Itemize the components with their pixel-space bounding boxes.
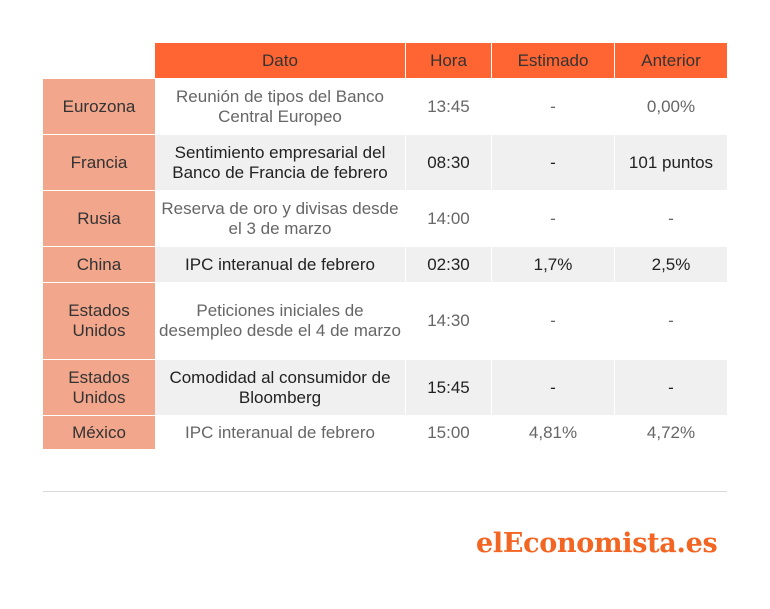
row-estimado: 1,7% <box>492 246 615 282</box>
row-anterior: - <box>615 190 727 246</box>
row-hora: 15:45 <box>406 359 492 415</box>
row-estimado: - <box>492 134 615 190</box>
table-row <box>43 415 727 449</box>
row-hora: 13:45 <box>406 78 492 134</box>
table-row <box>43 78 727 134</box>
row-dato: Peticiones iniciales de desempleo desde el 4 de marzo <box>155 282 406 359</box>
row-country: Eurozona <box>43 78 155 134</box>
header-corner <box>43 43 155 78</box>
row-anterior: 101 puntos <box>615 134 727 190</box>
data-table-container <box>43 43 727 449</box>
header-anterior: Anterior <box>615 43 727 78</box>
row-estimado: 4,81% <box>492 415 615 449</box>
row-anterior: - <box>615 282 727 359</box>
row-country: Estados Unidos <box>43 359 155 415</box>
row-estimado: - <box>492 282 615 359</box>
table-row <box>43 359 727 415</box>
row-estimado: - <box>492 190 615 246</box>
row-anterior: 4,72% <box>615 415 727 449</box>
row-dato: Sentimiento empresarial del Banco de Francia de febrero <box>155 134 406 190</box>
row-dato: IPC interanual de febrero <box>155 415 406 449</box>
row-anterior: 2,5% <box>615 246 727 282</box>
row-country: China <box>43 246 155 282</box>
row-hora: 14:30 <box>406 282 492 359</box>
table-row <box>43 190 727 246</box>
row-hora: 15:00 <box>406 415 492 449</box>
table-row <box>43 282 727 359</box>
row-dato: Reunión de tipos del Banco Central Europeo <box>155 78 406 134</box>
row-country: Francia <box>43 134 155 190</box>
row-anterior: - <box>615 359 727 415</box>
row-hora: 08:30 <box>406 134 492 190</box>
economic-calendar-table <box>43 43 727 449</box>
row-country: México <box>43 415 155 449</box>
row-dato: IPC interanual de febrero <box>155 246 406 282</box>
header-dato: Dato <box>155 43 406 78</box>
eleconomista-logo[interactable]: elEconomista.es <box>476 528 718 559</box>
header-hora: Hora <box>406 43 492 78</box>
table-row <box>43 134 727 190</box>
table-header-row <box>43 43 727 78</box>
row-dato: Reserva de oro y divisas desde el 3 de marzo <box>155 190 406 246</box>
row-estimado: - <box>492 359 615 415</box>
row-country: Estados Unidos <box>43 282 155 359</box>
row-country: Rusia <box>43 190 155 246</box>
header-estimado: Estimado <box>492 43 615 78</box>
row-hora: 02:30 <box>406 246 492 282</box>
row-estimado: - <box>492 78 615 134</box>
row-hora: 14:00 <box>406 190 492 246</box>
table-row <box>43 246 727 282</box>
row-anterior: 0,00% <box>615 78 727 134</box>
footer-divider <box>43 491 727 492</box>
row-dato: Comodidad al consumidor de Bloomberg <box>155 359 406 415</box>
